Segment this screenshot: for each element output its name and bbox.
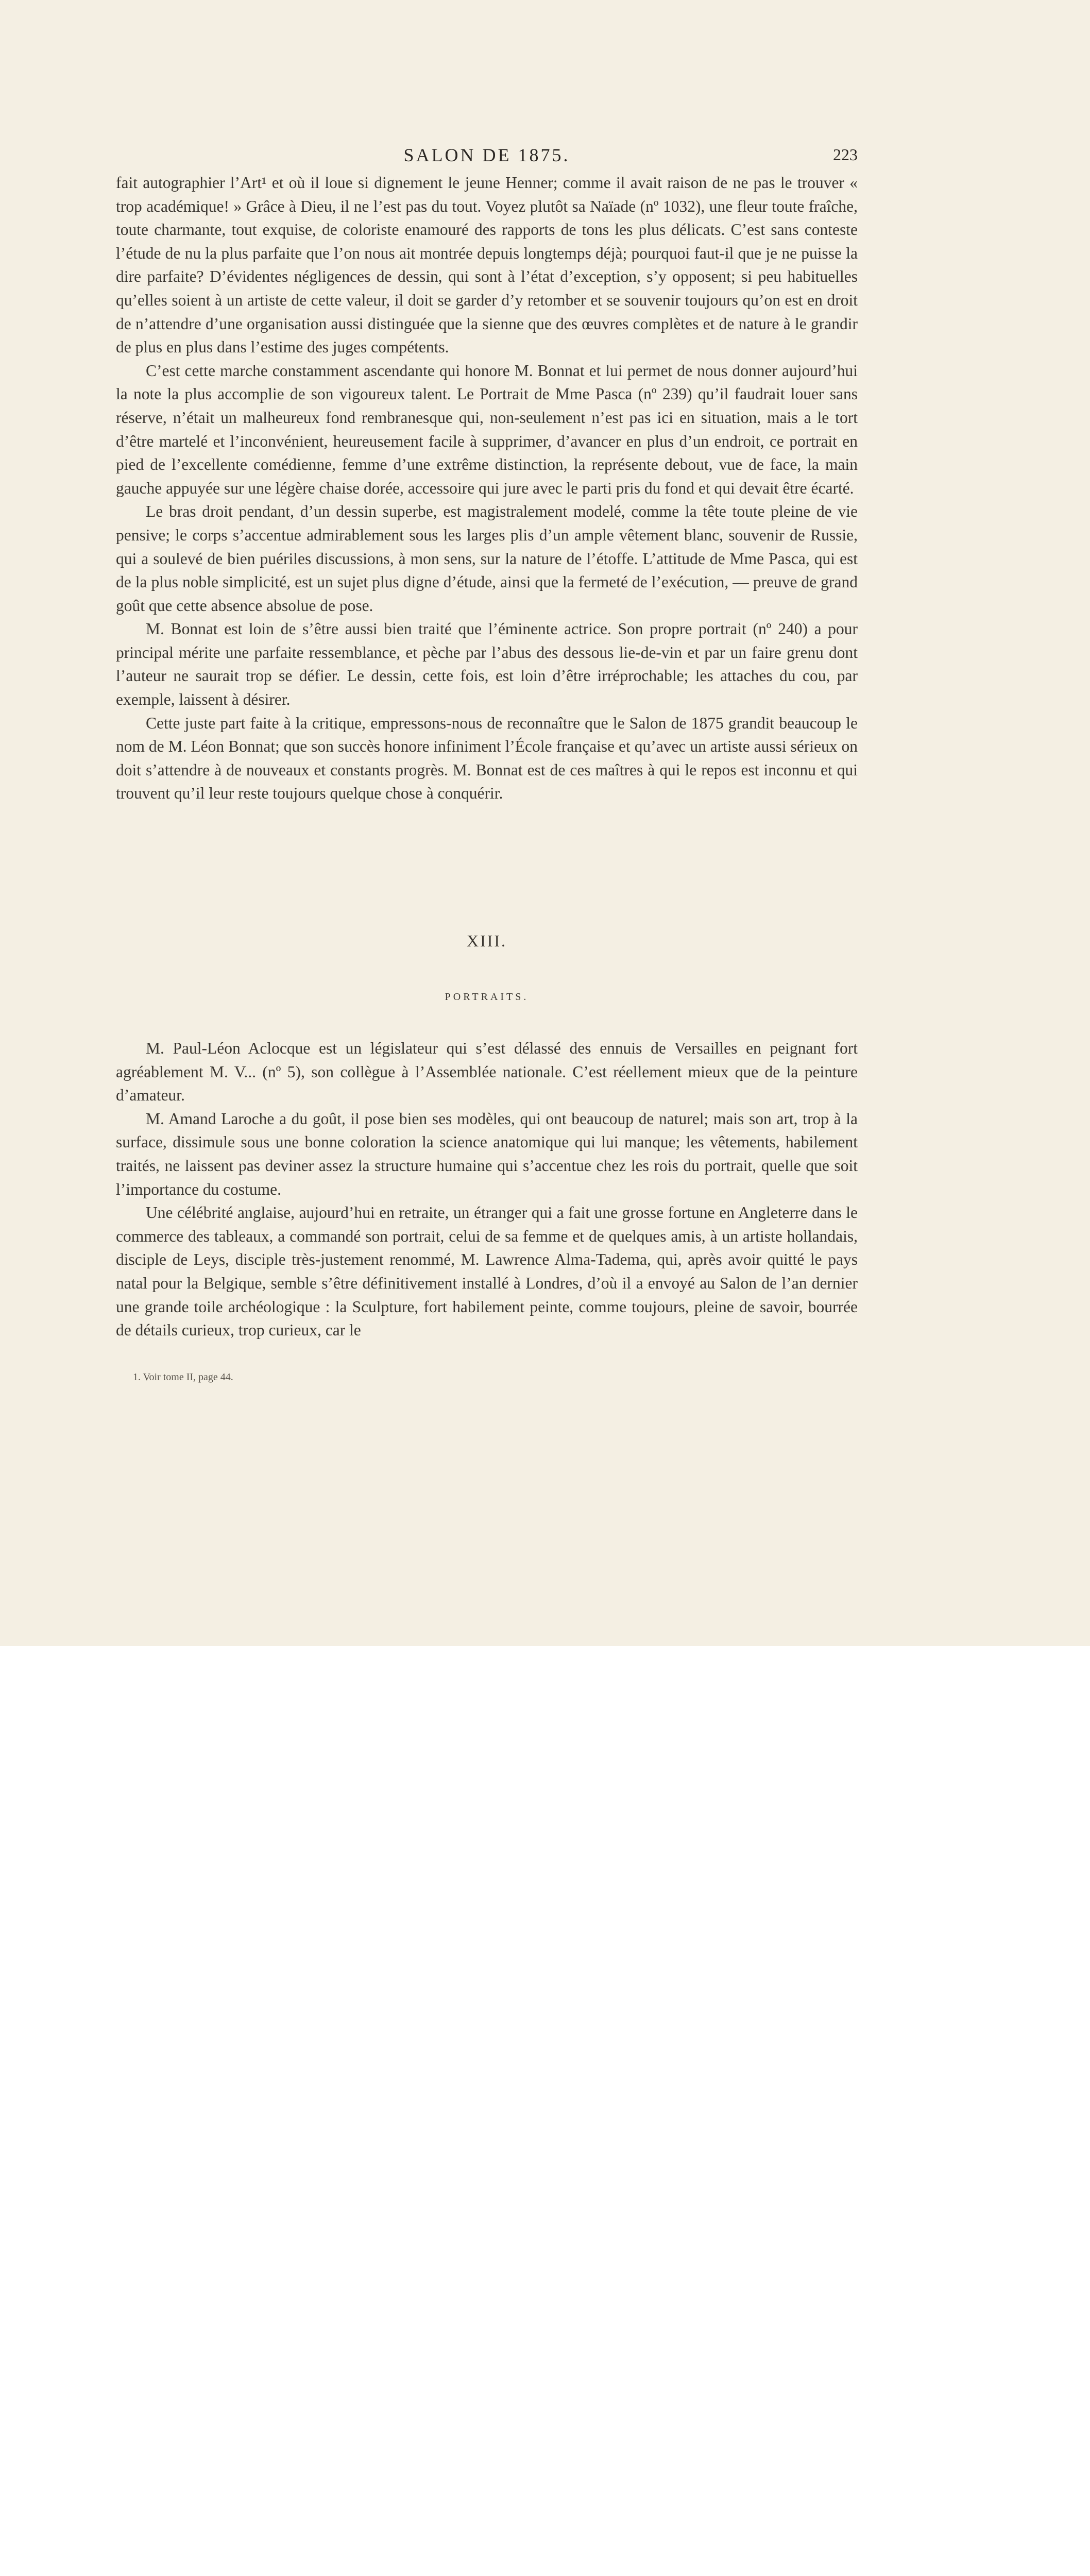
paragraph: M. Paul-Léon Aclocque est un législateur qui s’est délassé des ennuis de Versailles en peignant fort agréablement M. V... (nº 5), son collègue à l’Assemblée nationale. C’est réellement mieux que de la peinture d’amateur. <box>116 1039 858 1105</box>
section-title: PORTRAITS. <box>445 991 529 1003</box>
body-text-top <box>116 171 858 805</box>
paragraph: M. Amand Laroche a du goût, il pose bien ses modèles, qui ont beaucoup de naturel; mais son art, trop à la surface, dissimule sous une bonne coloration la science anatomique qui lui manque; les vêtements, habilement traités, ne laissent pas deviner assez la structure humaine qui s’accentue chez les rois du portrait, quelle que soit l’importance du costume. <box>116 1109 858 1198</box>
paragraph: C’est cette marche constamment ascendante qui honore M. Bonnat et lui permet de nous donner aujourd’hui la note la plus accomplie de son vigoureux talent. Le Portrait de Mme Pasca (nº 239) qu’il faudrait louer sans réserve, n’était un malheureux fond rembranesque qui, non-seulement n’est pas ici en situation, mais a le tort d’être martelé et l’inconvénient, heureusement facile à supprimer, d’avancer en plus d’un endroit, ce portrait en pied de l’excellente comédienne, femme d’une extrême distinction, la représente debout, vue de face, la main gauche appuyée sur une légère chaise dorée, accessoire qui jure avec le parti pris du fond et qui devait être écarté. <box>116 361 858 497</box>
paragraph: Cette juste part faite à la critique, empressons-nous de reconnaître que le Salon de 1875 grandit beaucoup le nom de M. Léon Bonnat; que son succès honore infiniment l’École française et qu’avec un artiste aussi sérieux on doit s’attendre à de nouveaux et constants progrès. M. Bonnat est de ces maîtres à qui le repos est inconnu et qui trouvent qu’il leur reste toujours quelque chose à conquérir. <box>116 714 858 803</box>
page-header <box>116 144 858 170</box>
page-number: 223 <box>833 145 858 164</box>
paragraph: Une célébrité anglaise, aujourd’hui en retraite, un étranger qui a fait une grosse fortune en Angleterre dans le commerce des tableaux, a commandé son portrait, celui de sa femme et de quelques amis, à un artiste hollandais, disciple de Leys, disciple très-justement renommé, M. Lawrence Alma-Tadema, qui, après avoir quitté le pays natal pour la Belgique, semble s’être définitivement installé à Londres, d’où il a envoyé au Salon de l’an dernier une grande toile archéologique : la Sculpture, fort habilement peinte, comme toujours, pleine de savoir, bourrée de détails curieux, trop curieux, car le <box>116 1204 858 1340</box>
paragraph: fait autographier l’Art¹ et où il loue si dignement le jeune Henner; comme il avait raison de ne pas le trouver « trop académique! » Grâce à Dieu, il ne l’est pas du tout. Voyez plutôt sa Naïade (nº 1032), une fleur toute fraîche, toute charmante, tout exquise, de coloriste enamouré des rapports de tons les plus délicats. C’est sans conteste l’étude de nu la plus parfaite que l’on nous ait montrée depuis longtemps déjà; pourquoi faut-il que je ne puisse la dire parfaite? D’évidentes négligences de dessin, qui sont à l’état d’exception, s’y opposent; si peu habituelles qu’elles soient à un artiste de cette valeur, il doit se garder d’y retomber et se souvenir toujours qu’on est en droit de n’attendre d’une organisation aussi distinguée que la sienne que des œuvres complètes et de nature à le grandir de plus en plus dans l’estime des juges compétents. <box>116 174 858 357</box>
footnote: 1. Voir tome II, page 44. <box>133 1371 233 1383</box>
running-title: SALON DE 1875. <box>403 145 570 165</box>
digitization-footer <box>0 1646 1090 1728</box>
paragraph: M. Bonnat est loin de s’être aussi bien traité que l’éminente actrice. Son propre portrait (nº 240) a pour principal mérite une parfaite ressemblance, et pèche par l’abus des dessous lie-de-vin et par un faire grenu dont l’auteur ne saurait trop se défier. Le dessin, cette fois, est loin d’être irréprochable; les attaches du cou, par exemple, laissent à désirer. <box>116 620 858 709</box>
paragraph: Le bras droit pendant, d’un dessin superbe, est magistralement modelé, comme la tête toute pleine de vie pensive; le corps s’accentue admirablement sous les larges plis d’un ample vêtement blanc, souvenir de Russie, qui a soulevé de bien puériles discussions, à mon sens, sur la nature de l’étoffe. L’attitude de Mme Pasca, qui est de la plus noble simplicité, est un sujet plus digne d’étude, ainsi que la fermeté de l’exécution, — preuve de grand goût que cette absence absolue de pose. <box>116 502 858 615</box>
body-text-bottom <box>116 1037 858 1342</box>
section-number: XIII. <box>466 931 507 950</box>
